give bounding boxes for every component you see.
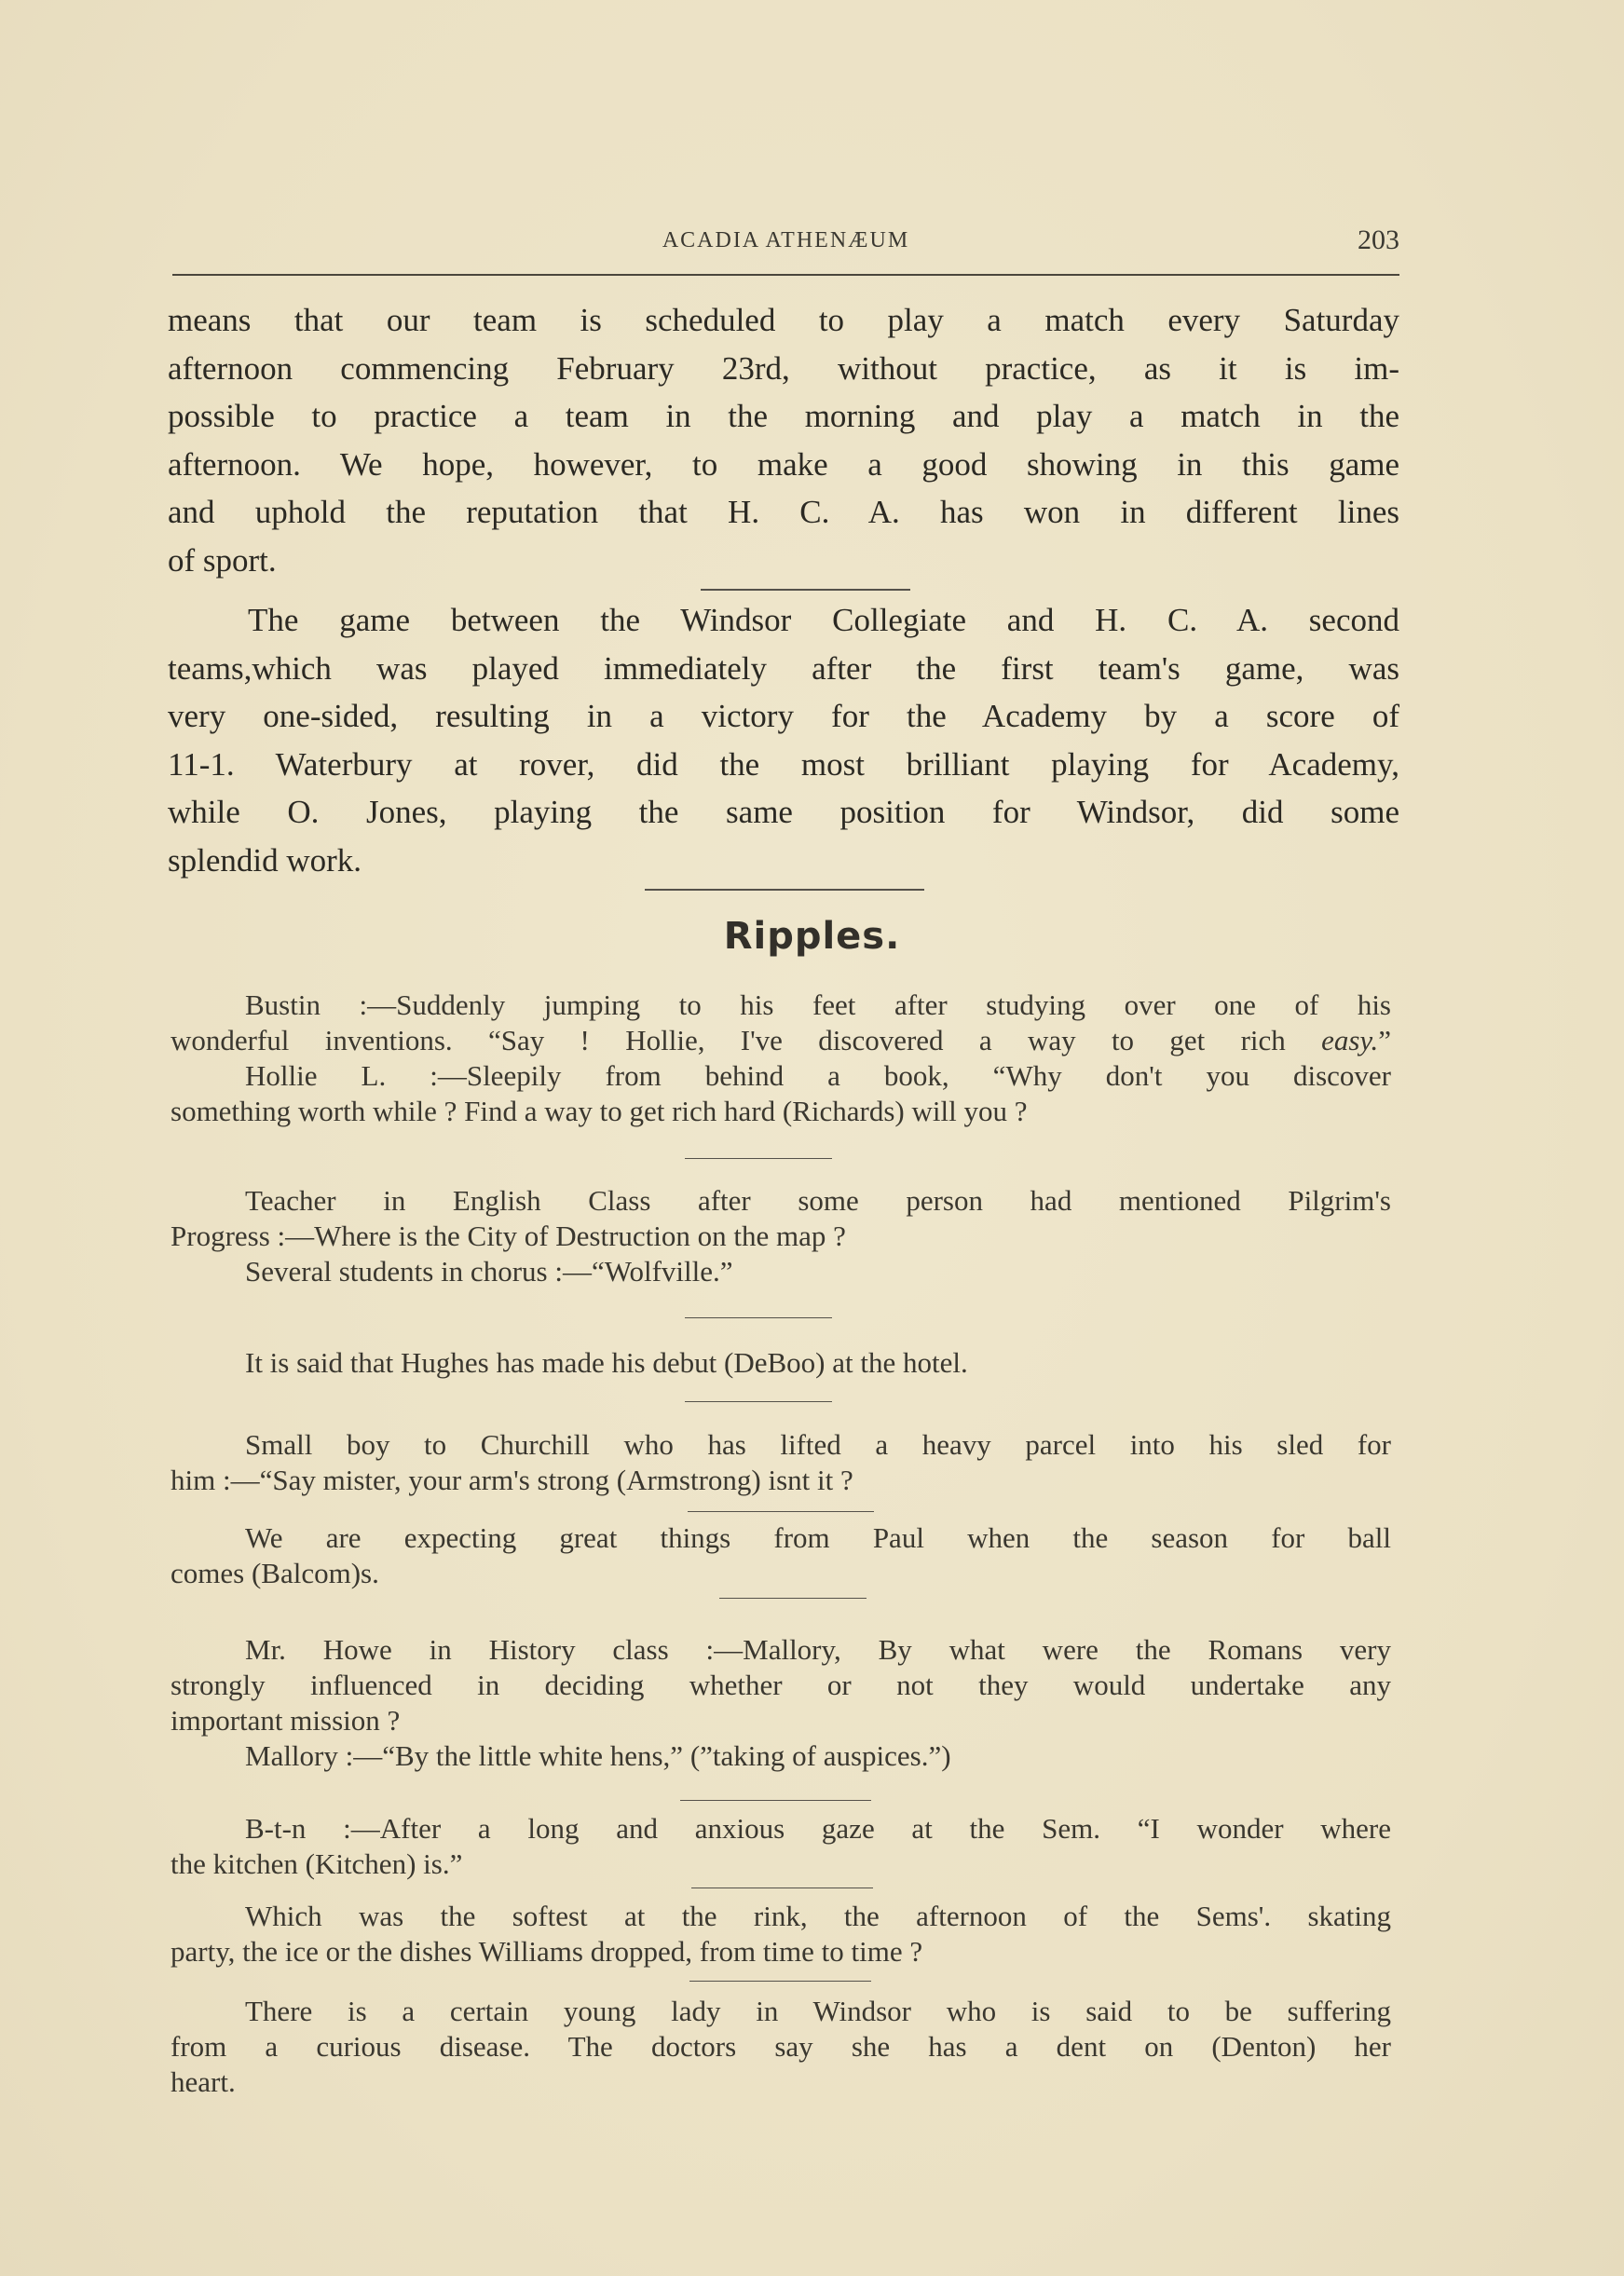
text-line: very one-sided, resulting in a victory for the Academy by a score of <box>168 698 1399 734</box>
text-line <box>171 1023 1391 1058</box>
ripple-divider <box>719 1598 867 1599</box>
page-number: 203 <box>1358 225 1399 255</box>
ripple-divider <box>685 1317 832 1318</box>
paragraph-hockey-schedule <box>168 296 1399 584</box>
text-line: important mission ? <box>171 1704 401 1737</box>
journal-title: ACADIA ATHENÆUM <box>662 228 910 252</box>
ripple-divider <box>680 1800 871 1801</box>
section-divider <box>645 889 924 891</box>
text-line: We are expecting great things from Paul when the season for ball <box>245 1521 1391 1554</box>
text-line: party, the ice or the dishes Williams dropped, from time to time ? <box>171 1935 923 1968</box>
text-line: 11-1. Waterbury at rover, did the most brilliant playing for Academy, <box>168 745 1399 783</box>
ripple-item <box>171 1811 1391 1882</box>
paragraph-second-teams-game <box>168 596 1399 884</box>
ripple-item <box>171 1632 1391 1774</box>
ripple-item <box>171 1994 1391 2100</box>
text-line: of sport. <box>168 541 277 579</box>
text-line: Mr. Howe in History class :—Mallory, By what were the Romans very <box>245 1633 1391 1666</box>
text-line: afternoon. We hope, however, to make a good showing in this game <box>168 445 1399 483</box>
text-line: Progress :—Where is the City of Destruction on the map ? <box>171 1220 846 1252</box>
ripple-item <box>171 1345 1391 1381</box>
ripple-item <box>171 1899 1391 1969</box>
text-line: Hollie L. :—Sleepily from behind a book, “Why don't you discover <box>245 1059 1391 1092</box>
ripple-item <box>171 1183 1391 1289</box>
text-line: Small boy to Churchill who has lifted a heavy parcel into his sled for <box>245 1428 1391 1461</box>
ripple-item <box>171 988 1391 1129</box>
running-header <box>172 225 1399 266</box>
ripple-item <box>171 1427 1391 1498</box>
text-line: and uphold the reputation that H. C. A. has won in different lines <box>168 494 1399 530</box>
text-line: comes (Balcom)s. <box>171 1557 379 1589</box>
section-divider <box>701 589 910 591</box>
emphasis-word: easy. <box>1321 1024 1379 1056</box>
text-line: Which was the softest at the rink, the afternoon of the Sems'. skating <box>245 1900 1391 1932</box>
text-line: It is said that Hughes has made his debut (DeBoo) at the hotel. <box>245 1346 968 1379</box>
text-line: The game between the Windsor Collegiate and H. C. A. second <box>248 602 1399 638</box>
header-rule <box>172 274 1399 276</box>
text-line: B-t-n :—After a long and anxious gaze at the Sem. “I wonder where <box>245 1812 1391 1845</box>
ripple-divider <box>689 1981 871 1982</box>
text-line: Bustin :—Suddenly jumping to his feet after studying over one of his <box>245 988 1391 1021</box>
closing-quote: ” <box>1378 1024 1391 1056</box>
text-line: Mallory :—“By the little white hens,” (”taking of auspices.”) <box>245 1739 951 1772</box>
text-line: splendid work. <box>168 841 362 879</box>
ripple-divider <box>685 1158 832 1159</box>
text-segment: wonderful inventions. “Say ! Hollie, I've discovered a way to get rich <box>171 1024 1286 1056</box>
text-line: while O. Jones, playing the same position for Windsor, did some <box>168 794 1399 830</box>
text-line: There is a certain young lady in Windsor who is said to be suffering <box>245 1995 1391 2027</box>
text-line: from a curious disease. The doctors say she has a dent on (Denton) her <box>171 2030 1391 2063</box>
text-line: Teacher in English Class after some person had mentioned Pilgrim's <box>245 1184 1391 1217</box>
text-line: afternoon commencing February 23rd, without practice, as it is im- <box>168 349 1399 387</box>
text-line: something worth while ? Find a way to get rich hard (Richards) will you ? <box>171 1095 1028 1127</box>
text-line: the kitchen (Kitchen) is.” <box>171 1847 463 1880</box>
text-line: possible to practice a team in the morning and play a match in the <box>168 398 1399 434</box>
text-line: Several students in chorus :—“Wolfville.” <box>245 1255 733 1288</box>
text-line: him :—“Say mister, your arm's strong (Armstrong) isnt it ? <box>171 1464 853 1496</box>
ripple-divider <box>688 1511 874 1512</box>
text-line: means that our team is scheduled to play a match every Saturday <box>168 302 1399 338</box>
text-line: teams,which was played immediately after the first team's game, was <box>168 649 1399 687</box>
ripple-item <box>171 1520 1391 1591</box>
ripple-divider <box>685 1401 832 1402</box>
text-line: heart. <box>171 2065 236 2098</box>
text-line: strongly influenced in deciding whether or not they would undertake any <box>171 1669 1391 1701</box>
section-title-ripples: Ripples. <box>723 915 901 958</box>
